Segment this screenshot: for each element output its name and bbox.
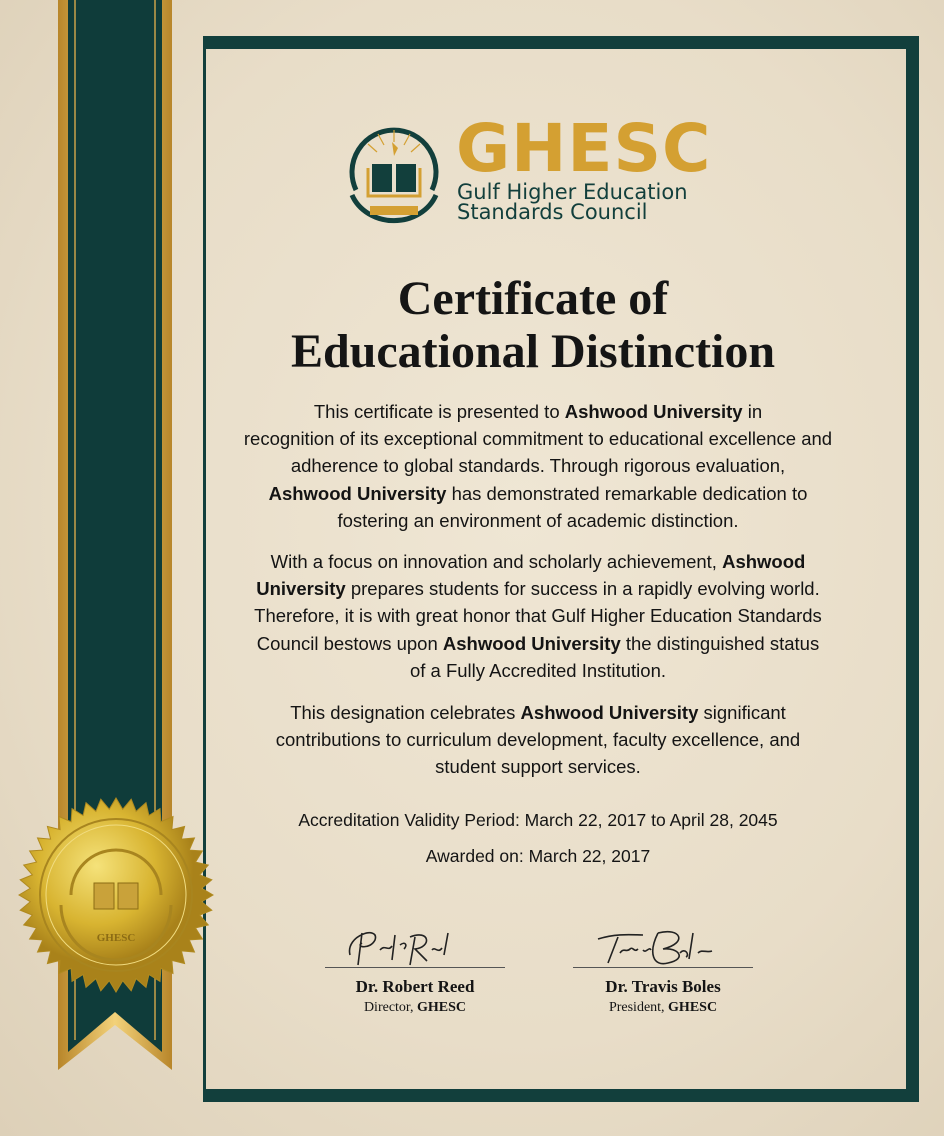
logo-org-name <box>457 182 688 222</box>
president-role <box>578 1000 748 1016</box>
certificate-title <box>203 272 863 378</box>
paragraph-line <box>190 726 886 753</box>
role-org: GHESC <box>417 1000 467 1015</box>
signatory-president <box>578 925 748 1016</box>
paragraph-line <box>190 575 886 602</box>
logo-acronym: GHESC <box>456 110 712 187</box>
paragraph-3 <box>190 699 886 781</box>
institution-name: Ashwood University <box>268 482 447 504</box>
director-role <box>330 1000 500 1016</box>
paragraph-2 <box>190 548 886 684</box>
president-name: Dr. Travis Boles <box>605 977 721 996</box>
text-segment: student support services. <box>435 756 641 778</box>
paragraph-line <box>190 480 886 507</box>
text-segment: adherence to global standards. Through rigorous evaluation, <box>290 455 786 477</box>
institution-name: University <box>256 578 346 600</box>
institution-name: Ashwood University <box>564 401 743 422</box>
institution-name: Ashwood University <box>520 702 699 723</box>
text-segment: Therefore, it is with great honor that Gulf Higher Education Standards <box>254 605 822 627</box>
org-line-2: Standards Council <box>457 200 648 224</box>
text-segment: fostering an environment of academic distinction. <box>337 509 739 531</box>
signatory-director <box>330 925 500 1016</box>
text-segment: prepares students for success in a rapidly evolving world. <box>345 578 820 600</box>
signature-travis-boles <box>588 925 738 967</box>
paragraph-line <box>190 398 886 425</box>
validity-period: Accreditation Validity Period: March 22, 2017 to April 28, 2045 <box>298 810 778 830</box>
institution-name: Ashwood University <box>442 632 621 654</box>
text-segment: of a Fully Accredited Institution. <box>409 659 667 681</box>
signature-robert-reed <box>340 925 490 967</box>
director-name: Dr. Robert Reed <box>355 977 475 996</box>
text-segment: With a focus on innovation and scholarly achievement, <box>270 551 723 572</box>
emblem-icon <box>344 120 444 230</box>
paragraph-line <box>190 602 886 629</box>
role-org: GHESC <box>668 1000 718 1015</box>
paragraph-line <box>190 425 886 452</box>
paragraph-1 <box>190 398 886 534</box>
role-text: President, <box>608 1000 669 1015</box>
text-segment: Council bestows upon <box>256 632 443 654</box>
institution-name: Ashwood <box>722 551 806 572</box>
gold-seal <box>18 795 214 995</box>
paragraph-line <box>190 507 886 534</box>
org-line-1: Gulf Higher Education <box>457 180 688 204</box>
paragraph-line <box>190 548 886 575</box>
role-text: Director, <box>363 1000 418 1015</box>
seal-text: GHESC <box>96 932 136 944</box>
paragraph-line <box>190 452 886 479</box>
text-segment: the distinguished status <box>620 632 820 654</box>
text-segment: This designation celebrates <box>290 702 521 723</box>
paragraph-line <box>190 630 886 657</box>
text-segment: recognition of its exceptional commitment to educational excellence and <box>243 428 833 450</box>
text-segment: contributions to curriculum development, faculty excellence, and <box>275 729 801 751</box>
paragraph-line <box>190 699 886 726</box>
text-segment: significant <box>698 702 786 723</box>
title-line-2: Educational Distinction <box>290 325 776 378</box>
text-segment: in <box>742 401 763 422</box>
text-segment: This certificate is presented to <box>313 401 565 422</box>
paragraph-line <box>190 753 886 780</box>
text-segment: has demonstrated remarkable dedication to <box>446 482 808 504</box>
awarded-date: Awarded on: March 22, 2017 <box>425 846 651 866</box>
title-line-1: Certificate of <box>397 272 669 325</box>
ghesc-logo <box>344 110 724 233</box>
paragraph-line <box>190 657 886 684</box>
